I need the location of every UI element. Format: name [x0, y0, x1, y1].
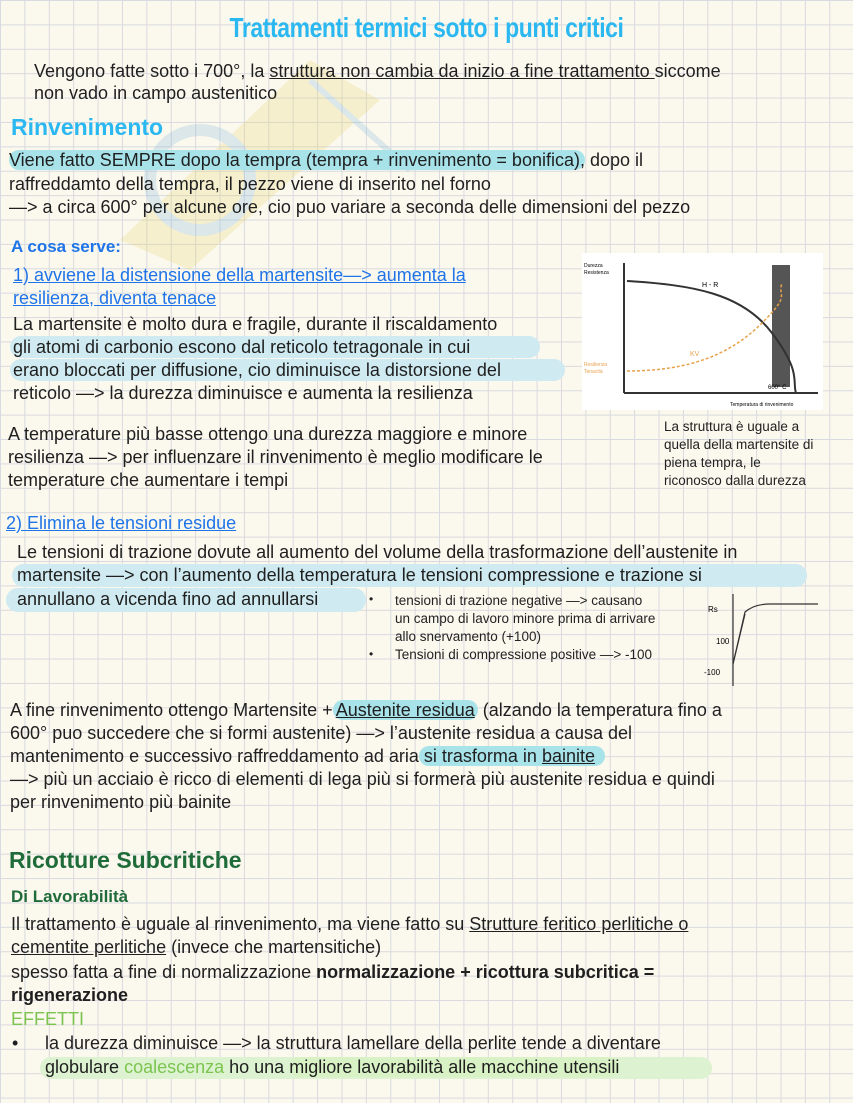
- bainite-underlined: bainite: [541, 746, 595, 766]
- sketch-label-neg100: -100: [704, 668, 721, 677]
- hardness-chart: [582, 253, 823, 410]
- fine-line-5: per rinvenimento più bainite: [10, 792, 232, 812]
- text: A fine rinvenimento ottengo Martensite +: [10, 700, 333, 720]
- text: si trasforma in: [418, 746, 542, 766]
- coalescenza-word: coalescenza: [124, 1057, 225, 1077]
- effetti-label: EFFETTI: [11, 1009, 84, 1029]
- ricotture-line-1: [11, 913, 688, 936]
- bullet-2-line-1: Tensioni di compressione positive —> -100: [395, 647, 653, 662]
- intro-underlined: struttura non cambia da inizio a fine trattamento: [269, 61, 655, 81]
- effetti-line-2: [45, 1056, 619, 1079]
- bullet-1-line-1: tensioni di trazione negative —> causano: [395, 593, 643, 608]
- underlined-cementite: cementite perlitiche: [11, 937, 167, 957]
- side-note-2: quella della martensite di: [664, 437, 814, 452]
- chart-temp-label: 600° C: [768, 385, 787, 391]
- effetti-bullet-dot: •: [12, 1033, 19, 1053]
- curve-resilience: [627, 283, 782, 371]
- sketch-label-100: 100: [716, 637, 730, 646]
- temp-para-3: temperature che aumentare i tempi: [8, 470, 289, 490]
- fine-line-1: [10, 699, 722, 722]
- rinvenimento-line-3: —> a circa 600° per alcune ore, cio puo variare a seconda delle dimensioni del pezzo: [9, 197, 691, 217]
- intro-line-2: non vado in campo austenitico: [34, 83, 278, 103]
- fine-line-4: —> più un acciaio è ricco di elementi di lega più si formerà più austenite residua e quindi: [10, 769, 715, 789]
- sketch-curve: [733, 604, 818, 664]
- fine-line-3: [10, 745, 605, 768]
- ricotture-line-2: [11, 936, 381, 959]
- item-2-para-1: Le tensioni di trazione dovute all aumento del volume della trasformazione dell’austenite in: [17, 542, 738, 562]
- ricotture-line-3: [11, 961, 654, 984]
- ricotture-line-4: rigenerazione: [11, 985, 129, 1005]
- text: Il trattamento è uguale al rinvenimento, ma viene fatto su: [11, 914, 470, 934]
- highlight-lavorabilita: migliore lavorabilità alle macchine utensili: [289, 1057, 620, 1077]
- chart-ylabel-1: Durezza: [584, 263, 603, 269]
- item-2-para-3: annullano a vicenda fino ad annullarsi: [17, 589, 319, 609]
- section-heading-rinvenimento: Rinvenimento: [11, 114, 164, 140]
- item-1-line-2: resilienza, diventa tenace: [13, 288, 217, 308]
- temp-para-2: resilienza —> per influenzare il rinvenimento è meglio modificare le: [8, 447, 543, 467]
- item-1-para-2: gli atomi di carbonio escono dal reticolo tetragonale in cui: [13, 337, 471, 357]
- item-1-para-3: erano bloccati per diffusione, cio diminuisce la distorsione del: [13, 360, 501, 380]
- text: mantenimento e successivo raffreddamento ad aria: [10, 746, 419, 766]
- intro-text-end: siccome: [654, 61, 721, 81]
- stress-sketch: [700, 592, 820, 688]
- side-note-4: riconosco dalla durezza: [664, 473, 806, 488]
- bullet-1-line-2: un campo di lavoro minore prima di arrivare: [395, 611, 656, 626]
- highlight-bainite: [419, 746, 605, 766]
- subheading-a-cosa-serve: A cosa serve:: [11, 237, 121, 256]
- chart-label-kv: KV: [690, 351, 700, 358]
- sketch-label-rs: Rs: [708, 605, 718, 614]
- chart-xlabel: Temperatura di rinvenimento: [730, 402, 794, 408]
- text: spesso fatta a fine di normalizzazione: [11, 962, 317, 982]
- chart-ylabel-2: Resistenza: [584, 270, 609, 276]
- effetti-line-1: la durezza diminuisce —> la struttura lamellare della perlite tende a diventare: [45, 1033, 661, 1053]
- chart-left-label-1: Resilienza: [584, 362, 608, 368]
- intro-text: Vengono fatte sotto i 700°, la: [34, 61, 270, 81]
- item-2-heading: 2) Elimina le tensioni residue: [6, 513, 237, 533]
- chart-label-hr: H - R: [702, 282, 719, 289]
- highlight-bonifica: Viene fatto SEMPRE dopo la tempra (tempra + rinvenimento = bonifica),: [9, 150, 585, 170]
- underlined-structures: Strutture feritico perlitiche o: [469, 914, 689, 934]
- section-heading-ricotture: Ricotture Subcritiche: [9, 847, 242, 873]
- bullet-1-line-3: allo snervamento (+100): [395, 629, 541, 644]
- chart-band: [772, 265, 790, 387]
- bullet-dot: •: [369, 647, 374, 661]
- text: (alzando la temperatura fino a: [477, 700, 722, 720]
- text: globulare: [45, 1057, 125, 1077]
- text: (invece che martensitiche): [166, 937, 382, 957]
- text: dopo il: [584, 150, 644, 170]
- rinvenimento-line-2: raffreddamto della tempra, il pezzo viene di inserito nel forno: [9, 174, 491, 194]
- rinvenimento-line-1: [9, 149, 643, 172]
- side-note-1: La struttura è uguale a: [664, 419, 800, 434]
- sketch-line: [733, 614, 745, 664]
- page-title: Trattamenti termici sotto i punti critici: [229, 12, 624, 43]
- item-2-para-2: martensite —> con l’aumento della temperatura le tensioni compressione e trazione si: [17, 565, 702, 585]
- chart-left-label-2: Tenacità: [584, 369, 603, 375]
- highlight-austenite-residua: Austenite residua: [333, 700, 478, 720]
- temp-para-1: A temperature più basse ottengo una durezza maggiore e minore: [8, 424, 528, 444]
- side-note-3: piena tempra, le: [664, 455, 761, 470]
- item-1-para-1: La martensite è molto dura e fragile, durante il riscaldamento: [13, 314, 498, 334]
- bold-text: normalizzazione + ricottura subcritica =: [316, 962, 655, 982]
- fine-line-2: 600° puo succedere che si formi austenite) —> l’austenite residua a causa del: [10, 723, 633, 743]
- chart-svg: [582, 253, 823, 410]
- item-1-para-4: reticolo —> la durezza diminuisce e aumenta la resilienza: [13, 383, 473, 403]
- curve-hardness: [627, 281, 796, 393]
- intro-line-1: [34, 60, 721, 83]
- bullet-dot: •: [369, 592, 374, 606]
- text: ho una: [224, 1057, 290, 1077]
- subheading-lavorabilita: Di Lavorabilità: [11, 887, 129, 906]
- item-1-line-1: 1) avviene la distensione della martensite—> aumenta la: [13, 265, 466, 285]
